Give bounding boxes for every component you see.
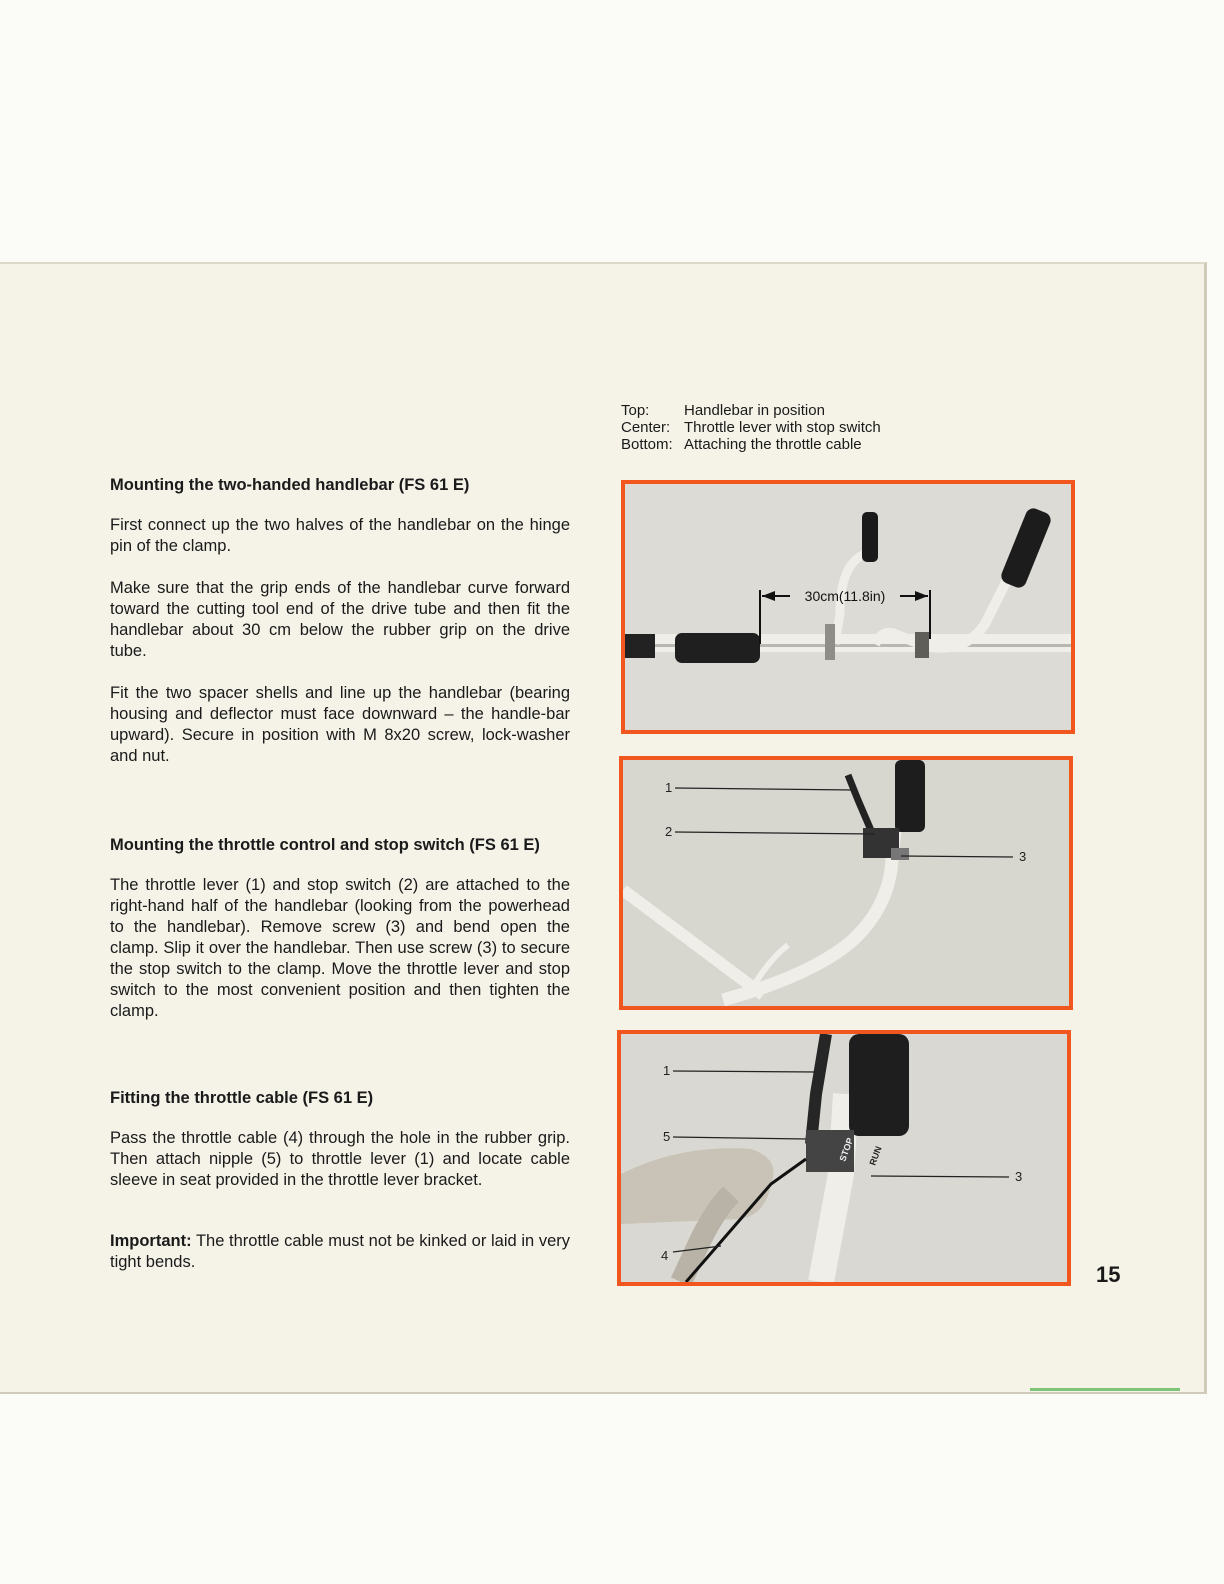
caption-value: Attaching the throttle cable (684, 436, 862, 453)
dimension-label: 30cm(11.8in) (804, 588, 886, 604)
section-throttle-cable (110, 1088, 570, 1273)
callout-4: 4 (661, 1248, 669, 1263)
figure-top-handlebar (621, 480, 1075, 734)
callout-1: 1 (665, 780, 673, 795)
paragraph: First connect up the two halves of the handlebar on the hinge pin of the clamp. (110, 516, 570, 555)
section-heading: Fitting the throttle cable (FS 61 E) (110, 1089, 374, 1107)
paragraph: Pass the throttle cable (4) through the hole in the rubber grip. Then attach nipple (5) to throttle lever (1) and locate cable sleeve in seat provided in the throttle lever bracket. (110, 1129, 570, 1189)
caption-row (621, 436, 881, 453)
stop-label: STOP (837, 1136, 856, 1163)
callout-1: 1 (663, 1063, 671, 1078)
callout-2: 2 (665, 824, 673, 839)
page-number: 15 (1096, 1262, 1121, 1287)
caption-key: Bottom: (621, 436, 673, 453)
caption-value: Throttle lever with stop switch (684, 419, 881, 436)
important-label: Important: (110, 1232, 192, 1250)
caption-row (621, 419, 881, 436)
section-heading: Mounting the throttle control and stop switch (FS 61 E) (110, 836, 540, 854)
throttle-lever-illustration (623, 760, 1069, 1006)
section-handlebar (110, 475, 570, 767)
caption-row (621, 402, 881, 419)
important-note (110, 1231, 570, 1273)
callout-5: 5 (663, 1129, 671, 1144)
caption-key: Top: (621, 402, 650, 419)
callout-3: 3 (1015, 1169, 1023, 1184)
important-text: The throttle cable must not be kinked or laid in very tight bends. (110, 1232, 570, 1271)
figure-bottom-cable (617, 1030, 1071, 1286)
run-label: RUN (867, 1144, 884, 1167)
section-throttle-control (110, 835, 570, 1022)
throttle-cable-illustration (621, 1034, 1067, 1282)
paragraph: The throttle lever (1) and stop switch (2) are attached to the right-hand half of the handlebar (looking from the powerhead to the handlebar). Remove screw (3) and bend open the clamp. Slip it over the handlebar. Then use screw (3) to secure the stop switch to the clamp. Move the throttle lever and stop switch to the most convenient position and then tighten the clamp. (110, 876, 570, 1020)
callout-3: 3 (1019, 849, 1027, 864)
figure-caption (621, 402, 881, 453)
section-heading: Mounting the two-handed handlebar (FS 61 E) (110, 476, 470, 494)
caption-key: Center: (621, 419, 671, 436)
paragraph: Fit the two spacer shells and line up the handlebar (bearing housing and deflector must face downward – the handle-bar upward). Secure in position with M 8x20 screw, lock-washer and nut. (110, 684, 570, 765)
paragraph: Make sure that the grip ends of the handlebar curve forward toward the cutting tool end of the drive tube and then fit the handlebar about 30 cm below the rubber grip on the drive tube. (110, 579, 570, 660)
page-edge-tab (1030, 1388, 1180, 1391)
figure-center-throttle (619, 756, 1073, 1010)
caption-value: Handlebar in position (684, 402, 825, 419)
handlebar-illustration (625, 484, 1071, 730)
